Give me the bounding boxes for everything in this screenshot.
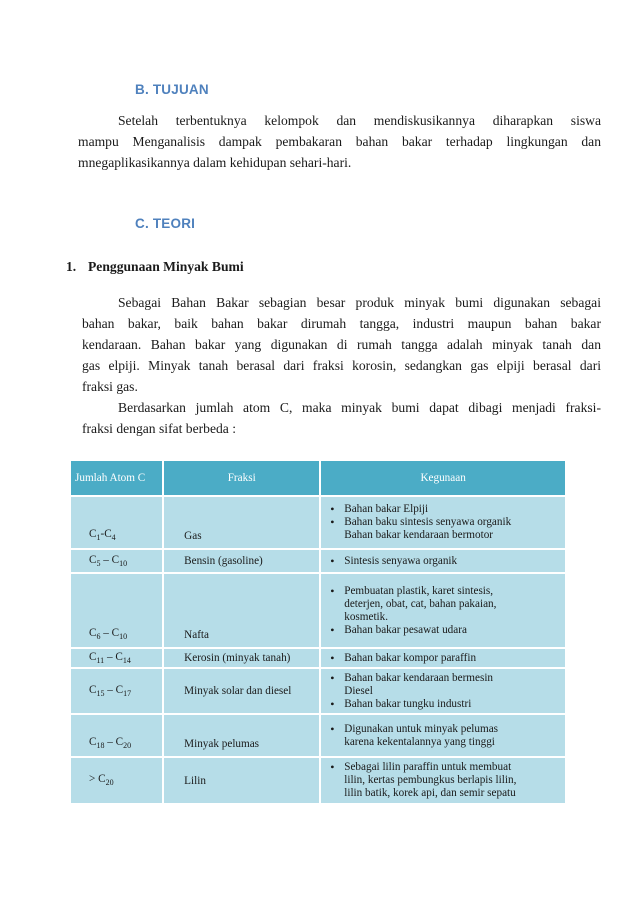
paragraph-2-line-1: Berdasarkan jumlah atom C, maka minyak bumi dapat dibagi menjadi fraksi- (118, 400, 601, 415)
kegunaan-item: deterjen, obat, cat, bahan pakaian, (344, 597, 497, 610)
paragraph-1-line-1: Sebagai Bahan Bakar sebagian besar produk minyak bumi digunakan sebagai (118, 295, 601, 310)
kegunaan-cell (321, 495, 565, 548)
kegunaan-cell (321, 756, 565, 805)
header-jumlah-atom: Jumlah Atom C (71, 461, 164, 495)
fraksi-cell: Lilin (164, 756, 321, 805)
paragraph-1-line-5: fraksi gas. (82, 379, 138, 394)
section-b-paragraph (78, 110, 601, 173)
header-fraksi: Fraksi (164, 461, 321, 495)
table-row (71, 495, 565, 548)
kegunaan-list (327, 555, 559, 568)
kegunaan-cell (321, 548, 565, 572)
kegunaan-cell (321, 572, 565, 647)
header-kegunaan: Kegunaan (321, 461, 565, 495)
kegunaan-item: • Pembuatan plastik, karet sintesis, (327, 585, 559, 598)
section-b-line-3: mnegaplikasikannya dalam kehidupan sehari-hari. (78, 155, 352, 170)
fraksi-table (71, 461, 565, 805)
table-row (71, 548, 565, 572)
kegunaan-item: kosmetik. (344, 610, 389, 623)
table-row (71, 756, 565, 805)
table-header-row (71, 461, 565, 495)
fraksi-cell: Bensin (gasoline) (164, 548, 321, 572)
kegunaan-cell (321, 667, 565, 713)
kegunaan-item: • Bahan bakar Elpiji (327, 503, 559, 516)
fraksi-cell: Gas (164, 495, 321, 548)
section-b-line-2: mampu Menganalisis dampak pembakaran bahan bakar terhadap lingkungan dan (78, 134, 601, 149)
kegunaan-cell (321, 647, 565, 667)
kegunaan-item: karena kekentalannya yang tinggi (344, 735, 495, 748)
kegunaan-list (327, 761, 559, 800)
kegunaan-item: • Bahan baku sintesis senyawa organik (327, 516, 559, 529)
paragraph-2 (82, 397, 601, 439)
kegunaan-list (327, 585, 559, 637)
kegunaan-item: lilin, kertas pembungkus berlapis lilin, (344, 774, 517, 786)
paragraph-1-line-2: bahan bakar, baik bahan bakar dirumah tangga, industri maupun bahan bakar (82, 316, 601, 331)
kegunaan-item: • Sintesis senyawa organik (327, 555, 559, 568)
section-c-heading: C. TEORI (135, 216, 196, 231)
atom-c-cell: $C_{15} - C_{17}$ (71, 667, 164, 713)
paragraph-1-line-4: gas elpiji. Minyak tanah berasal dari fraksi korosin, sedangkan gas elpiji berasal dari (82, 358, 601, 373)
atom-c-cell: $C_1-C_4$ (71, 495, 164, 548)
paragraph-2-line-2: fraksi dengan sifat berbeda : (82, 421, 236, 436)
kegunaan-item: • Bahan bakar tungku industri (327, 698, 559, 711)
atom-c-cell: $C_6 - C_{10}$ (71, 572, 164, 647)
section-b-heading: B. TUJUAN (135, 82, 209, 97)
kegunaan-item: Diesel (344, 684, 373, 697)
subheading (66, 259, 244, 275)
kegunaan-item: • Bahan bakar kompor paraffin (327, 652, 559, 665)
table-row (71, 713, 565, 756)
kegunaan-item: • Bahan bakar pesawat udara (327, 624, 559, 637)
kegunaan-list (327, 652, 559, 665)
table-row (71, 647, 565, 667)
section-b-line-1: Setelah terbentuknya kelompok dan mendiskusikannya diharapkan siswa (118, 113, 601, 128)
kegunaan-item: Bahan bakar kendaraan bermotor (344, 529, 494, 541)
kegunaan-item: lilin batik, korek api, dan semir sepatu (344, 787, 516, 799)
fraksi-cell: Minyak solar dan diesel (164, 667, 321, 713)
table-row (71, 667, 565, 713)
atom-c-cell: $C_5 - C_{10}$ (71, 548, 164, 572)
fraksi-cell: Minyak pelumas (164, 713, 321, 756)
atom-c-cell: $C_{18} - C_{20}$ (71, 713, 164, 756)
kegunaan-item: • Sebagai lilin paraffin untuk membuat (327, 761, 559, 774)
fraksi-cell: Kerosin (minyak tanah) (164, 647, 321, 667)
atom-c-cell: > $C_{20}$ (71, 756, 164, 805)
kegunaan-cell (321, 713, 565, 756)
fraksi-cell: Nafta (164, 572, 321, 647)
kegunaan-list (327, 723, 559, 749)
subheading-number: 1. (66, 259, 77, 274)
kegunaan-item: • Bahan bakar kendaraan bermesin (327, 672, 559, 685)
kegunaan-list (327, 503, 559, 542)
paragraph-1-line-3: kendaraan. Bahan bakar yang digunakan di rumah tangga adalah minyak tanah dan (82, 337, 601, 352)
paragraph-1 (82, 292, 601, 397)
table-row (71, 572, 565, 647)
kegunaan-item: • Digunakan untuk minyak pelumas (327, 723, 559, 736)
atom-c-cell: $C_{11} - C_{14}$ (71, 647, 164, 667)
kegunaan-list (327, 672, 559, 711)
subheading-title: Penggunaan Minyak Bumi (88, 259, 244, 274)
